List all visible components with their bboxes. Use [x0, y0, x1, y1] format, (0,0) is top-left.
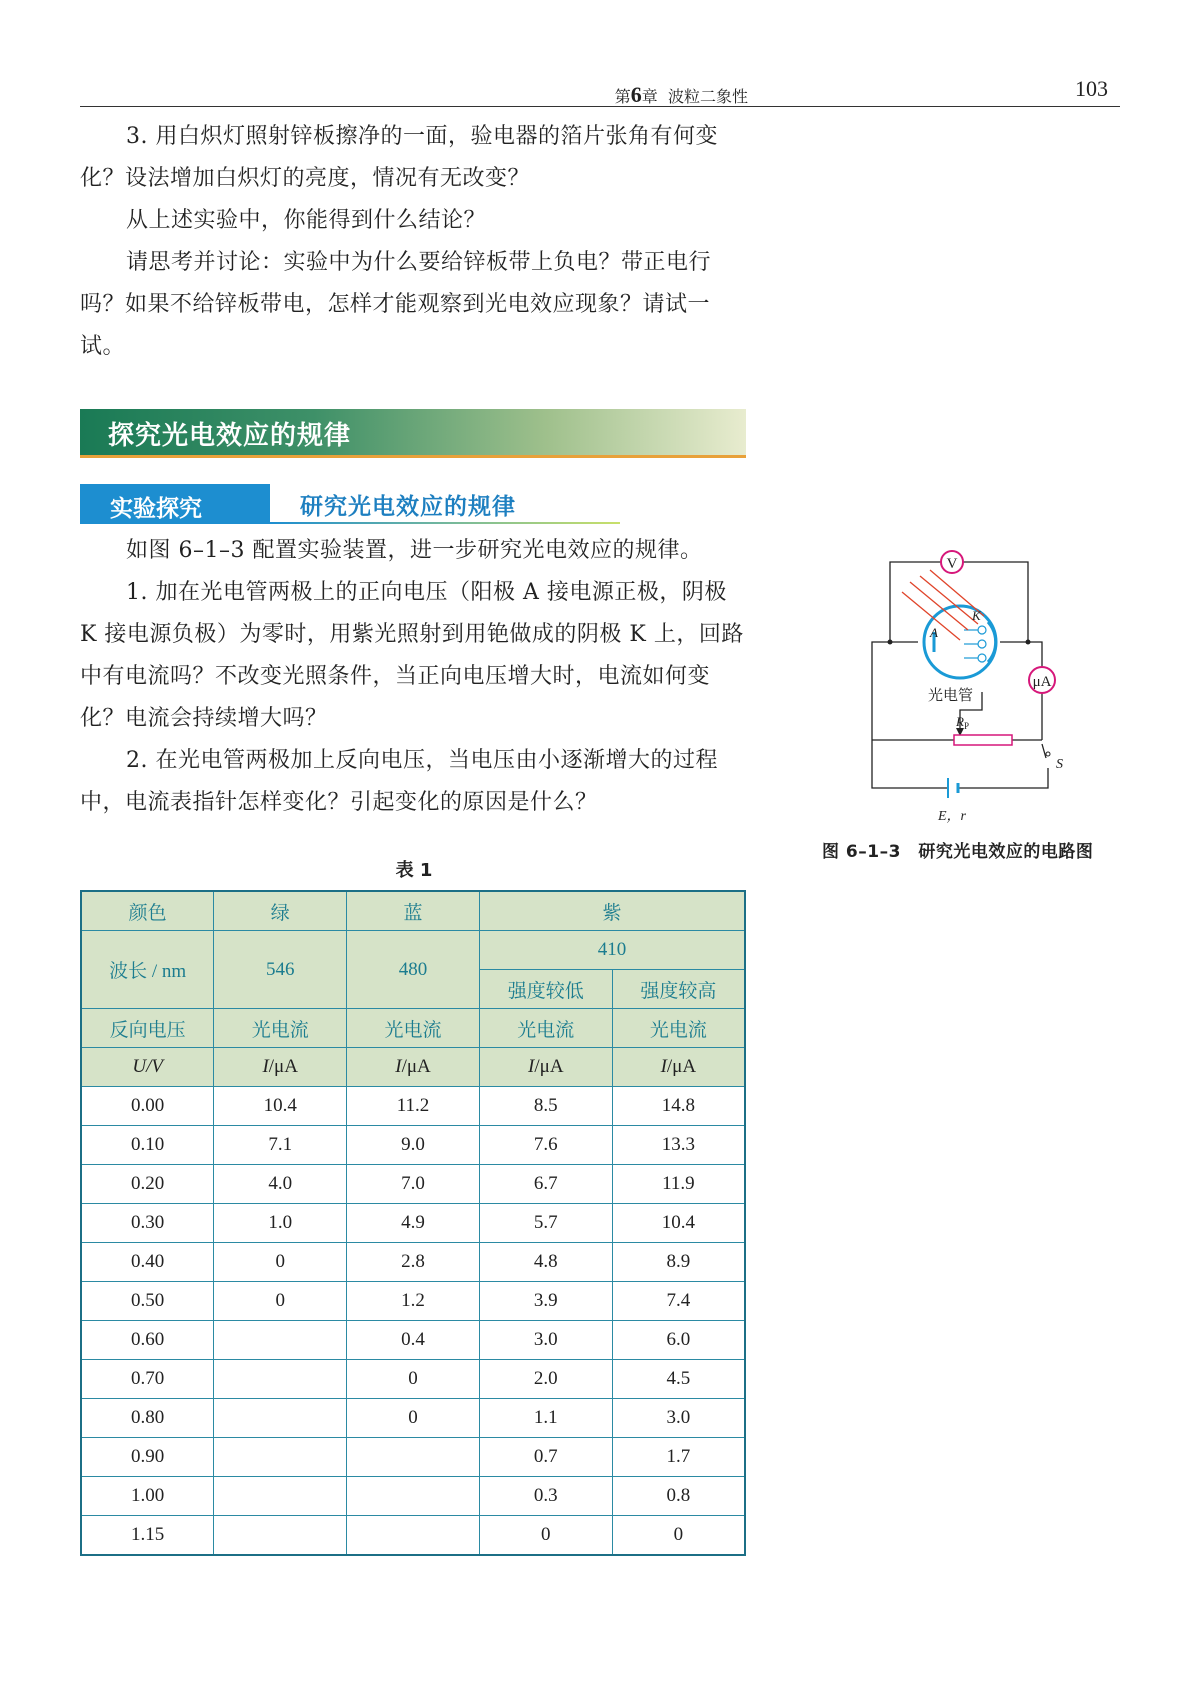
current-cell: 0.4	[347, 1321, 480, 1360]
blue-header: 蓝	[347, 891, 480, 931]
page-header	[80, 72, 1120, 107]
ammeter-label: μA	[1032, 674, 1052, 690]
table-row	[81, 1204, 745, 1243]
current-cell: 6.0	[612, 1321, 745, 1360]
current-cell: 3.0	[479, 1321, 612, 1360]
violet-wavelength: 410	[479, 931, 745, 970]
chapter-number: 6	[630, 82, 642, 107]
chapter-heading: 第6章 波粒二象性	[614, 82, 748, 107]
paragraph-question-1: 1. 加在光电管两极上的正向电压（阳极 A 接电源正极，阴极 K 接电源负极）为零时，用紫光照射到用铯做成的阴极 K 上，回路中有电流吗？不改变光照条件，当正向电压增大时，电流如何变化？电流会持续增大吗？	[80, 580, 744, 731]
figure-caption: 图 6–1–3 研究光电效应的电路图	[822, 842, 1094, 862]
current-cell: 0	[347, 1399, 480, 1438]
rheostat-icon	[954, 735, 1012, 745]
current-cell: 2.8	[347, 1243, 480, 1282]
experiment-tag: 实验探究	[80, 484, 270, 524]
unit-current: I/μA	[214, 1048, 347, 1087]
table-row	[81, 1360, 745, 1399]
table-row	[81, 891, 745, 931]
current-cell: 0.8	[612, 1477, 745, 1516]
voltage-cell: 0.00	[81, 1087, 214, 1126]
current-cell: 8.9	[612, 1243, 745, 1282]
section-heading	[80, 409, 746, 458]
voltage-cell: 0.10	[81, 1126, 214, 1165]
green-header: 绿	[214, 891, 347, 931]
voltage-cell: 0.80	[81, 1399, 214, 1438]
photocurrent-header: 光电流	[347, 1009, 480, 1048]
current-cell	[214, 1516, 347, 1556]
current-cell	[214, 1321, 347, 1360]
table-row	[81, 1399, 745, 1438]
current-cell: 7.1	[214, 1126, 347, 1165]
current-cell: 3.0	[612, 1399, 745, 1438]
color-header: 颜色	[81, 891, 214, 931]
experiment-title: 研究光电效应的规律	[300, 494, 516, 520]
current-cell: 11.2	[347, 1087, 480, 1126]
current-cell: 10.4	[612, 1204, 745, 1243]
photocurrent-header: 光电流	[612, 1009, 745, 1048]
voltage-cell: 0.20	[81, 1165, 214, 1204]
current-cell	[347, 1438, 480, 1477]
current-cell	[214, 1360, 347, 1399]
paragraph-setup: 如图 6–1–3 配置实验装置，进一步研究光电效应的规律。	[126, 538, 703, 563]
current-cell: 7.0	[347, 1165, 480, 1204]
table-row	[81, 1087, 745, 1126]
current-cell: 8.5	[479, 1087, 612, 1126]
current-cell	[347, 1516, 480, 1556]
voltage-cell: 1.15	[81, 1516, 214, 1556]
table-row	[81, 1516, 745, 1556]
switch-label: S	[1056, 757, 1063, 772]
junction-dot	[1026, 640, 1031, 645]
violet-header: 紫	[479, 891, 745, 931]
current-cell: 1.0	[214, 1204, 347, 1243]
current-cell: 7.4	[612, 1282, 745, 1321]
voltage-cell: 0.30	[81, 1204, 214, 1243]
current-cell: 13.3	[612, 1126, 745, 1165]
current-cell: 4.8	[479, 1243, 612, 1282]
table-body	[81, 1087, 745, 1556]
unit-current: I/μA	[347, 1048, 480, 1087]
source-label: E，r	[938, 809, 966, 824]
voltage-cell: 0.60	[81, 1321, 214, 1360]
violet-low-intensity: 强度较低	[479, 970, 612, 1009]
wavelength-header: 波长 / nm	[81, 931, 214, 1009]
table-row	[81, 1243, 745, 1282]
current-cell: 14.8	[612, 1087, 745, 1126]
blue-wavelength: 480	[347, 931, 480, 1009]
switch-icon	[1046, 752, 1050, 756]
current-cell: 2.0	[479, 1360, 612, 1399]
photocurrent-header: 光电流	[214, 1009, 347, 1048]
reverse-voltage-header: 反向电压	[81, 1009, 214, 1048]
current-cell: 1.1	[479, 1399, 612, 1438]
violet-high-intensity: 强度较高	[612, 970, 745, 1009]
paragraph-question-2: 2. 在光电管两极加上反向电压，当电压由小逐渐增大的过程中，电流表指针怎样变化？引起变化的原因是什么？	[80, 748, 718, 815]
voltage-cell: 0.90	[81, 1438, 214, 1477]
paragraph-discussion: 请思考并讨论：实验中为什么要给锌板带上负电？带正电行吗？如果不给锌板带电，怎样才能观察到光电效应现象？请试一试。	[80, 250, 712, 359]
photocurrent-table	[80, 890, 746, 1556]
current-cell: 0	[612, 1516, 745, 1556]
table-row	[81, 1126, 745, 1165]
table-row	[81, 1282, 745, 1321]
experiment-underline	[270, 522, 620, 524]
table-row	[81, 1477, 745, 1516]
voltage-cell: 0.70	[81, 1360, 214, 1399]
voltage-cell: 0.50	[81, 1282, 214, 1321]
current-cell: 0.7	[479, 1438, 612, 1477]
current-cell	[214, 1399, 347, 1438]
current-cell: 3.9	[479, 1282, 612, 1321]
current-cell: 4.0	[214, 1165, 347, 1204]
tube-label: 光电管	[928, 686, 974, 704]
section-title: 探究光电效应的规律	[108, 421, 352, 451]
table-row	[81, 1165, 745, 1204]
current-cell: 0	[214, 1243, 347, 1282]
circuit-diagram	[860, 540, 1090, 830]
current-cell: 1.2	[347, 1282, 480, 1321]
current-cell: 4.9	[347, 1204, 480, 1243]
current-cell: 0	[214, 1282, 347, 1321]
paragraph-conclusion: 从上述实验中，你能得到什么结论？	[126, 208, 487, 233]
current-cell	[347, 1477, 480, 1516]
current-cell: 5.7	[479, 1204, 612, 1243]
anode-label: A	[930, 625, 938, 640]
current-cell	[214, 1438, 347, 1477]
junction-dot	[888, 640, 893, 645]
table-caption: 表 1	[395, 860, 433, 881]
chapter-title: 波粒二象性	[667, 87, 748, 106]
table-row	[81, 1048, 745, 1087]
table-row	[81, 1321, 745, 1360]
unit-current: I/μA	[479, 1048, 612, 1087]
unit-voltage: U/V	[81, 1048, 214, 1087]
voltage-cell: 0.40	[81, 1243, 214, 1282]
current-cell	[214, 1477, 347, 1516]
table-row	[81, 931, 745, 970]
table-row	[81, 1438, 745, 1477]
current-cell: 7.6	[479, 1126, 612, 1165]
current-cell: 9.0	[347, 1126, 480, 1165]
current-cell: 10.4	[214, 1087, 347, 1126]
current-cell: 6.7	[479, 1165, 612, 1204]
paragraph-question-3: 3. 用白炽灯照射锌板擦净的一面，验电器的箔片张角有何变化？设法增加白炽灯的亮度，情况有无改变？	[80, 124, 718, 191]
green-wavelength: 546	[214, 931, 347, 1009]
current-cell: 4.5	[612, 1360, 745, 1399]
page-number: 103	[1075, 76, 1108, 101]
current-cell: 0	[479, 1516, 612, 1556]
voltage-cell: 1.00	[81, 1477, 214, 1516]
unit-current: I/μA	[612, 1048, 745, 1087]
cathode-label: K	[972, 608, 981, 623]
current-cell: 0	[347, 1360, 480, 1399]
rheostat-label: $R_P$	[956, 714, 969, 731]
photocurrent-header: 光电流	[479, 1009, 612, 1048]
current-cell: 1.7	[612, 1438, 745, 1477]
table-row	[81, 1009, 745, 1048]
current-cell: 0.3	[479, 1477, 612, 1516]
current-cell: 11.9	[612, 1165, 745, 1204]
voltmeter-label: V	[946, 556, 958, 572]
